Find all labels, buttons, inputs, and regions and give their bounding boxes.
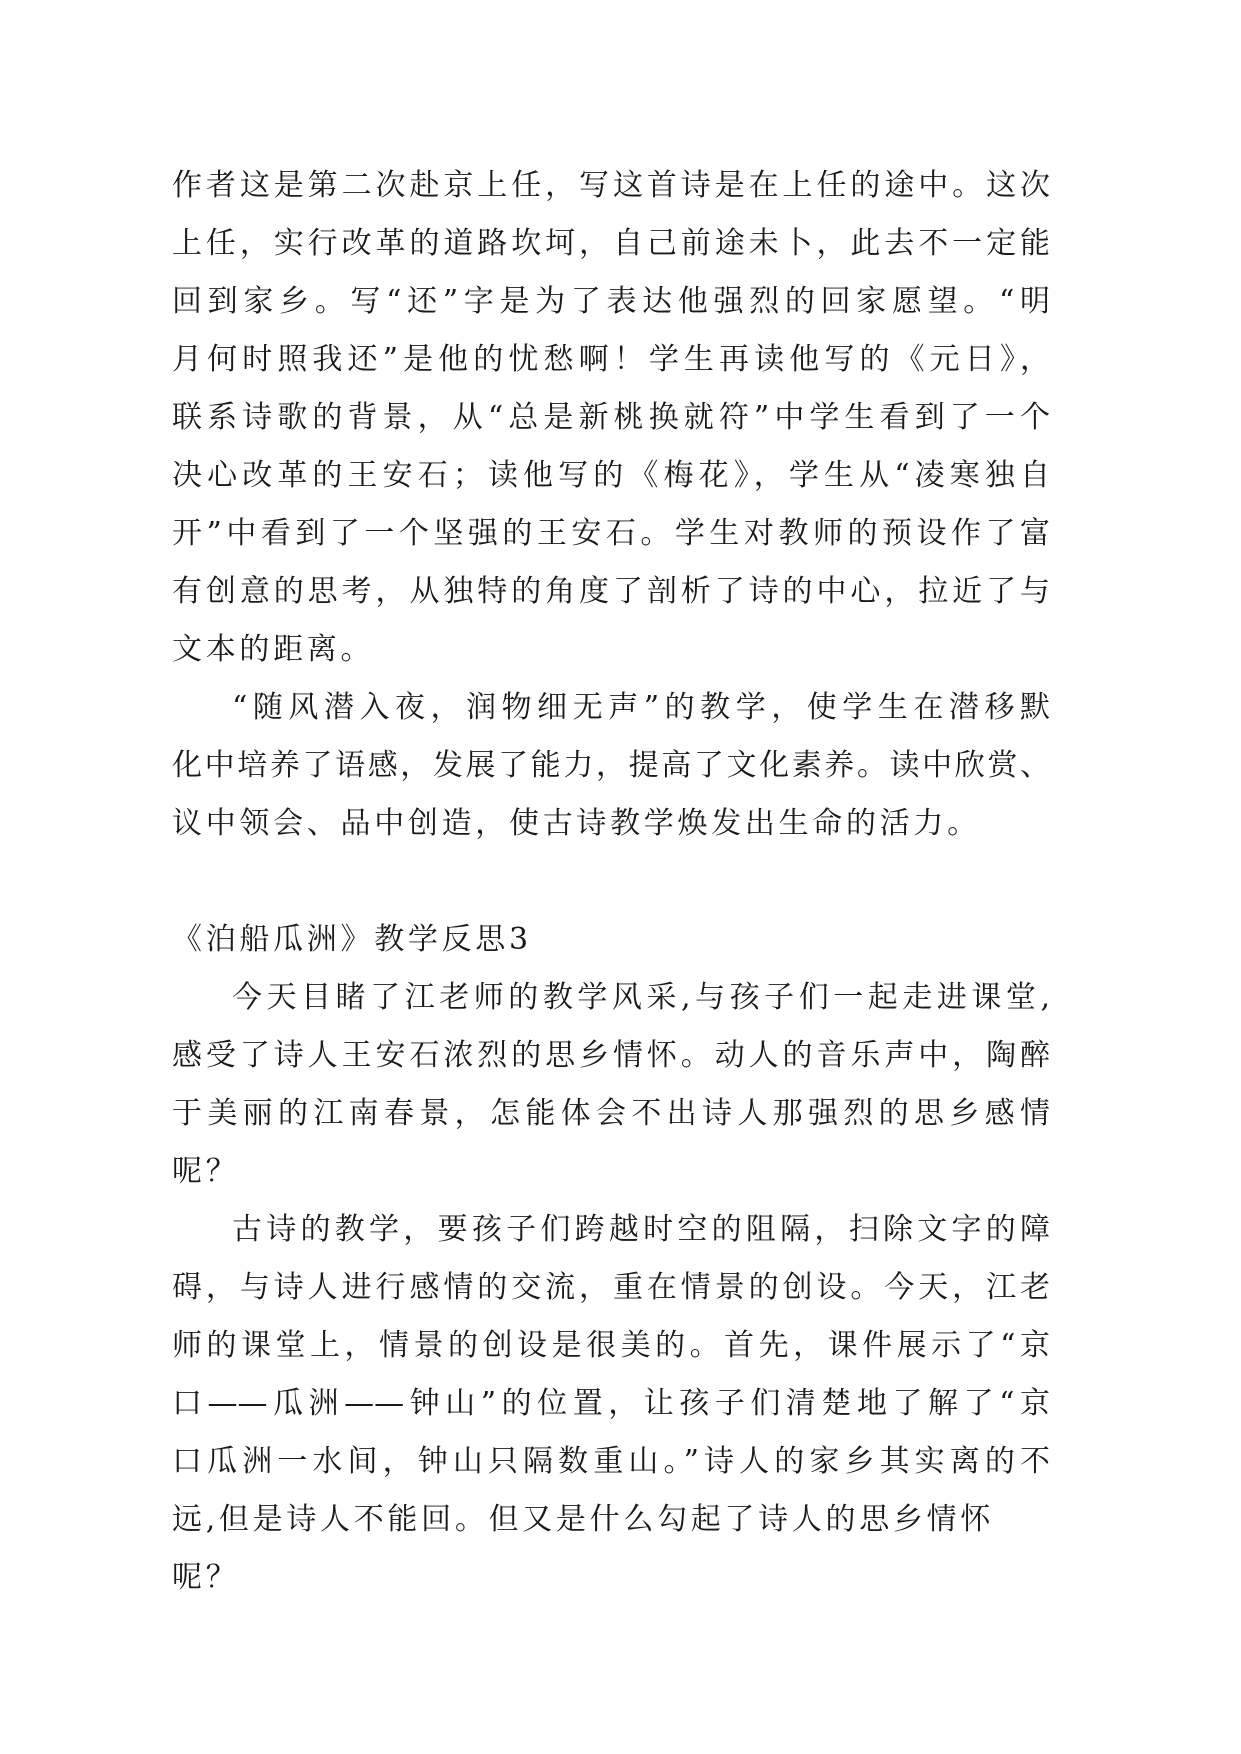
paragraph [172,679,1050,853]
text-line: 作者这是第二次赴京上任，写这首诗是在上任的途中。这次 [172,168,1050,203]
text-line: 于美丽的江南春景，怎能体会不出诗人那强烈的思乡感情 [172,1096,1050,1131]
text-line: 有创意的思考，从独特的角度了剖析了诗的中心，拉近了与 [172,574,1050,609]
text-line: 化中培养了语感，发展了能力，提高了文化素养。读中欣赏、 [172,748,1050,783]
text-line: 师的课堂上，情景的创设是很美的。首先，课件展示了“京 [172,1328,1050,1363]
text-line: 呢？ [172,1154,240,1189]
document-page [172,157,1050,1595]
paragraph [172,157,1050,679]
text-line: 联系诗歌的背景，从“总是新桃换就符”中学生看到了一个 [172,400,1050,435]
text-line: 决心改革的王安石；读他写的《梅花》，学生从“凌寒独自 [172,458,1050,493]
text-line: 议中领会、品中创造，使古诗教学焕发出生命的活力。 [172,806,981,841]
text-line: 口瓜洲一水间，钟山只隔数重山。”诗人的家乡其实离的不 [172,1444,1050,1479]
section-previous-reflection [172,157,1050,853]
text-line: 碍，与诗人进行感情的交流，重在情景的创设。今天，江老 [172,1270,1050,1305]
text-line: “随风潜入夜，润物细无声”的教学，使学生在潜移默 [232,690,1050,725]
text-line: 上任，实行改革的道路坎坷，自己前途未卜，此去不一定能 [172,226,1050,261]
paragraph [172,1201,1050,1595]
section-reflection-3 [172,911,1050,1595]
paragraph [172,969,1050,1201]
text-line: 今天目睹了江老师的教学风采,与孩子们一起走进课堂, [232,980,1050,1015]
text-line: 感受了诗人王安石浓烈的思乡情怀。动人的音乐声中，陶醉 [172,1038,1050,1073]
text-line: 开”中看到了一个坚强的王安石。学生对教师的预设作了富 [172,516,1050,551]
text-line: 古诗的教学，要孩子们跨越时空的阻隔，扫除文字的障 [232,1212,1050,1247]
text-line: 回到家乡。写“还”字是为了表达他强烈的回家愿望。“明 [172,284,1050,319]
section-heading: 《泊船瓜洲》教学反思3 [172,922,532,957]
text-line: 月何时照我还”是他的忧愁啊！学生再读他写的《元日》， [172,342,1050,377]
text-line: 文本的距离。 [172,632,375,667]
text-line: 口——瓜洲——钟山”的位置，让孩子们清楚地了解了“京 [172,1386,1050,1421]
text-line: 远,但是诗人不能回。但又是什么勾起了诗人的思乡情怀呢？ [172,1502,995,1595]
